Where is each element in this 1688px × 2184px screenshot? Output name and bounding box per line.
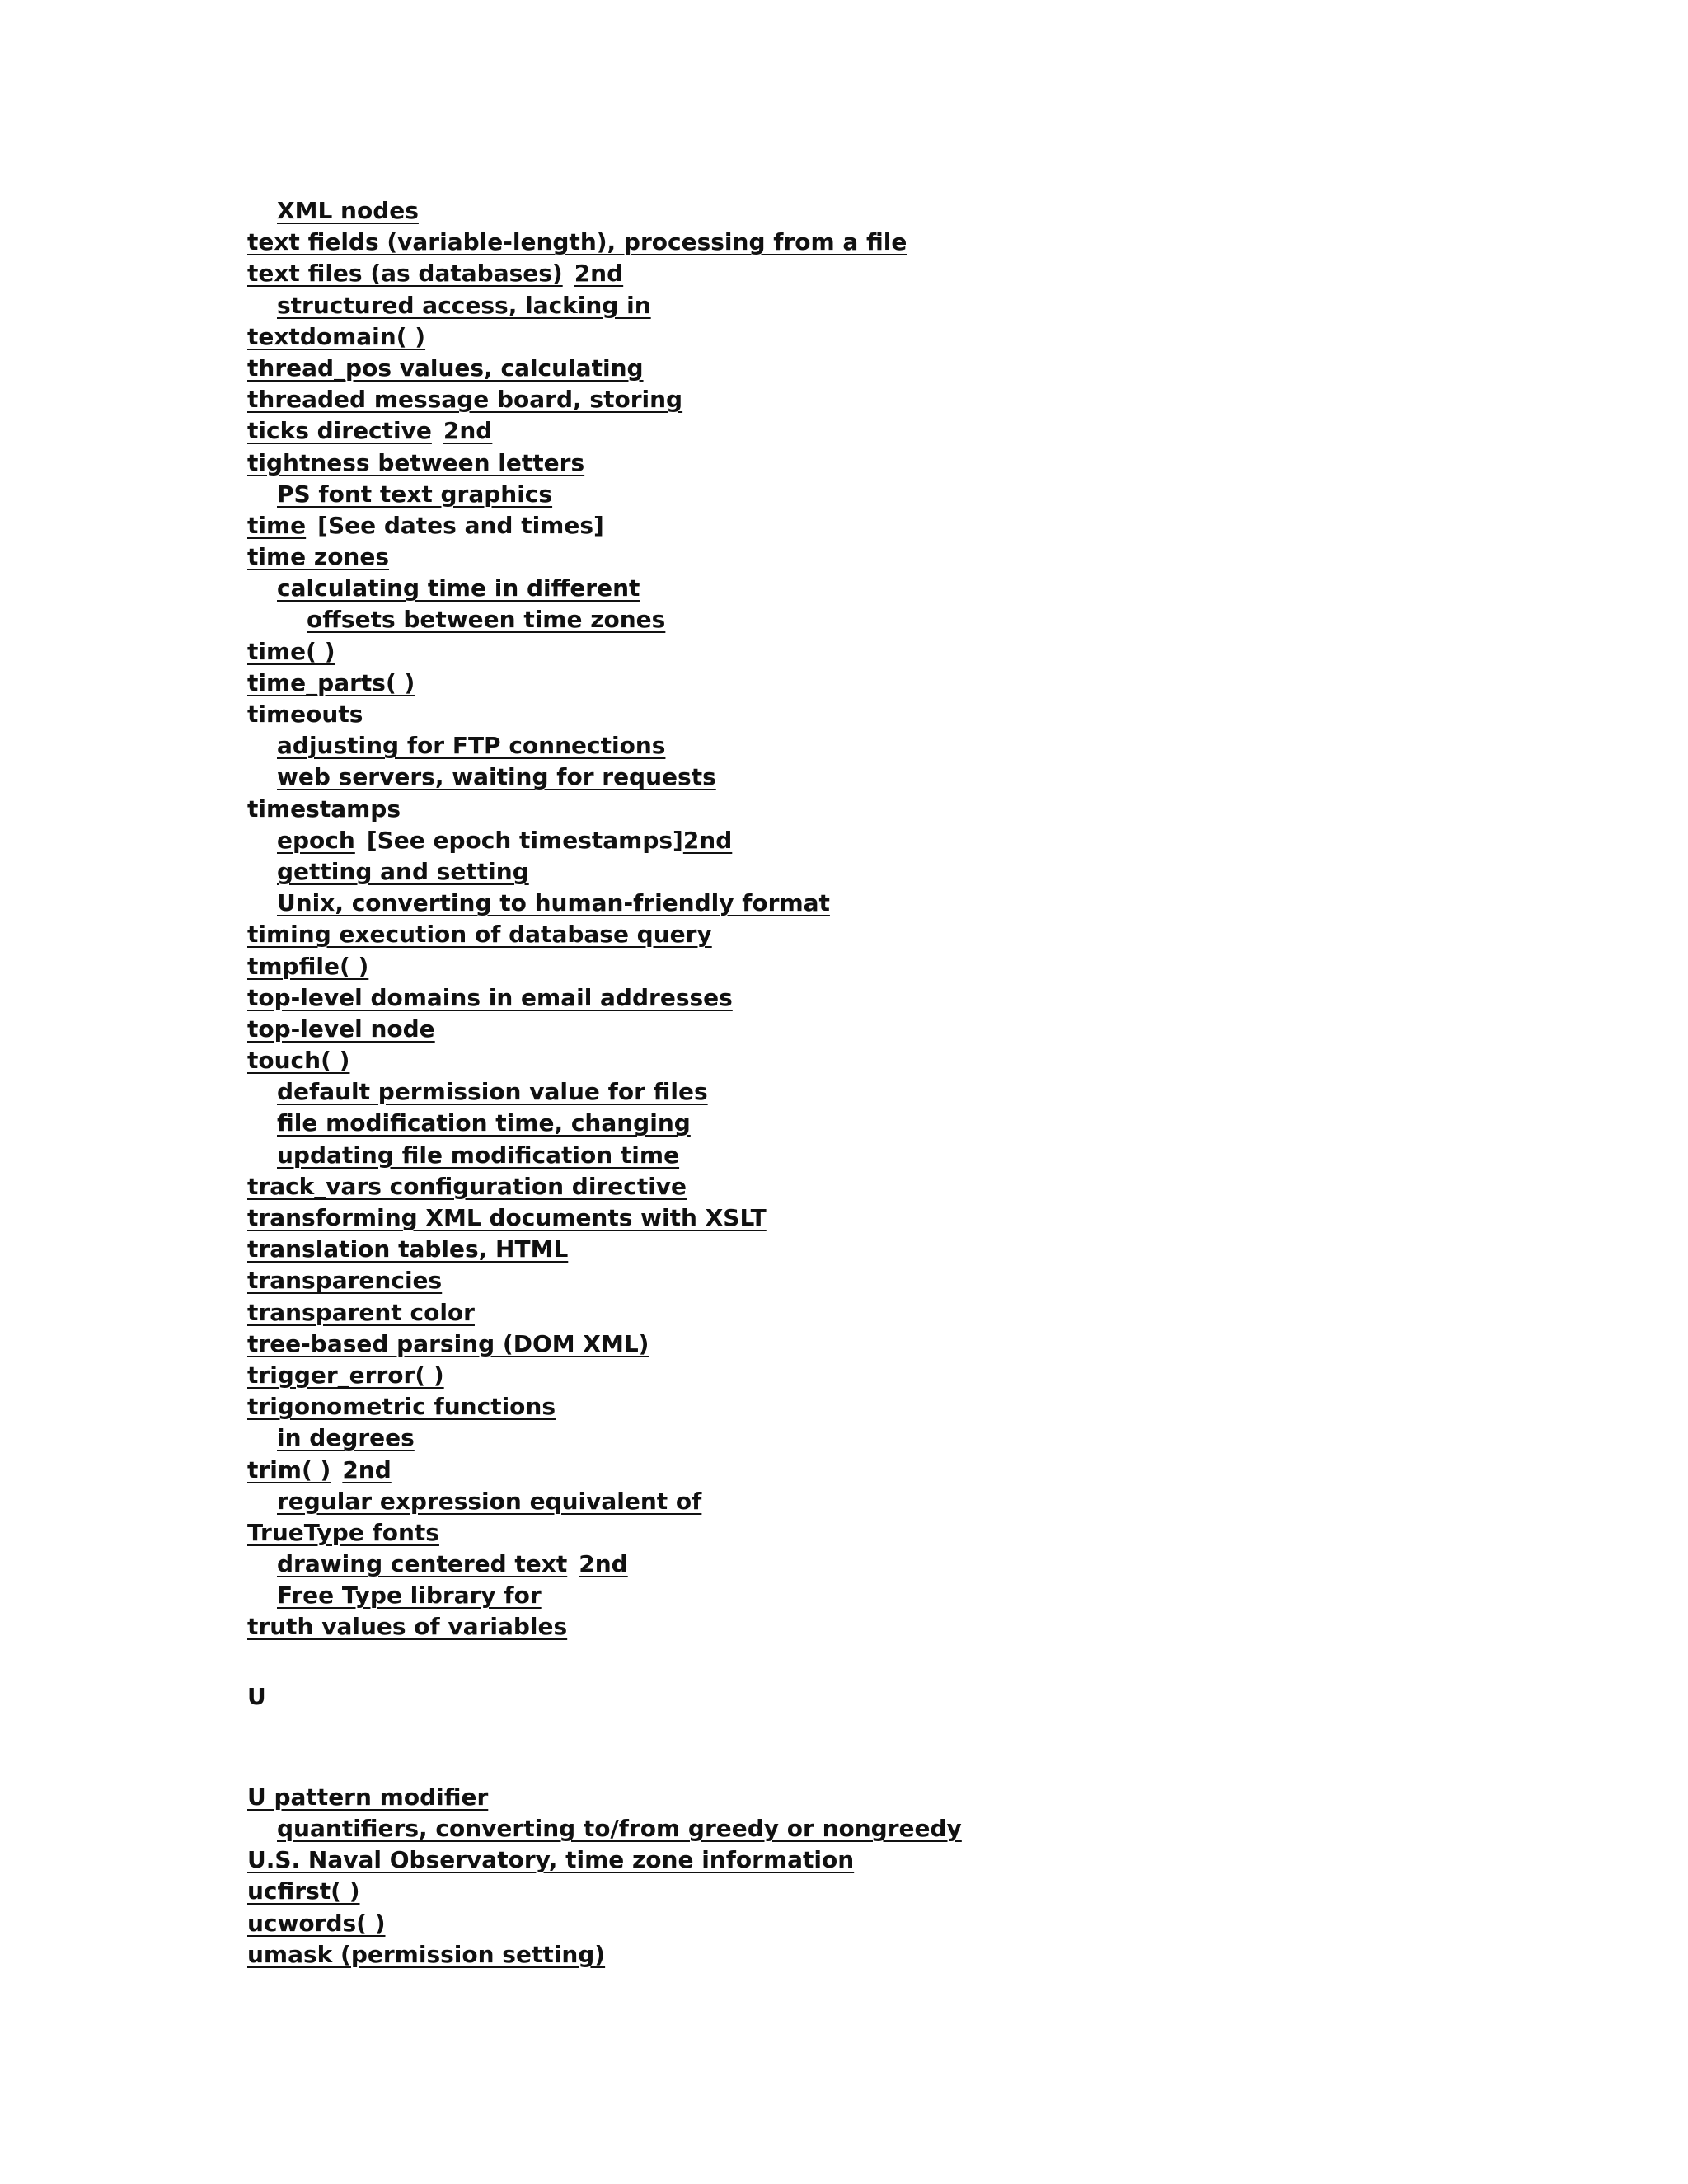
index-link-text-fields-variable-length-processing-f[interactable]: text fields (variable-length), processing from a file <box>247 228 907 256</box>
index-link-time[interactable]: time <box>247 511 307 539</box>
see-reference-note: [See dates and times] <box>317 511 604 539</box>
index-subentry <box>247 888 1648 919</box>
index-subentry <box>247 856 1648 888</box>
index-entry <box>247 321 1648 353</box>
index-subentry <box>247 1140 1648 1171</box>
index-link-u-s-naval-observatory-time-zone-informat[interactable]: U.S. Naval Observatory, time zone information <box>247 1846 855 1874</box>
index-heading-timeouts: timeouts <box>247 701 363 728</box>
index-entry <box>247 794 1648 825</box>
index-link-thread-pos-values-calculating[interactable]: thread_pos values, calculating <box>247 354 644 382</box>
index-link-time[interactable]: time( ) <box>247 637 335 665</box>
index-link-free-type-library-for[interactable]: Free Type library for <box>277 1582 542 1610</box>
index-subentry <box>247 825 1648 856</box>
index-link-ucwords[interactable]: ucwords( ) <box>247 1909 386 1937</box>
index-subentry <box>247 1486 1648 1517</box>
index-entry <box>247 1014 1648 1045</box>
index-entry <box>247 1455 1648 1486</box>
index-entry <box>247 1782 1648 1813</box>
index-subentry <box>247 1549 1648 1580</box>
index-entry <box>247 1045 1648 1076</box>
index-link-default-permission-value-for-files[interactable]: default permission value for files <box>277 1078 708 1106</box>
index-link-regular-expression-equivalent-of[interactable]: regular expression equivalent of <box>277 1487 702 1515</box>
index-link-ucfirst[interactable]: ucfirst( ) <box>247 1877 360 1905</box>
index-link-track-vars-configuration-directive[interactable]: track_vars configuration directive <box>247 1172 687 1200</box>
index-subentry <box>247 1813 1648 1844</box>
index-link-trigonometric-functions[interactable]: trigonometric functions <box>247 1393 556 1421</box>
index-link-trim[interactable]: trim( ) <box>247 1455 331 1483</box>
index-entry <box>247 415 1648 447</box>
index-link-threaded-message-board-storing[interactable]: threaded message board, storing <box>247 386 683 414</box>
index-entry <box>247 668 1648 699</box>
index-entry <box>247 1908 1648 1939</box>
index-entry <box>247 1171 1648 1202</box>
index-entry <box>247 1939 1648 1971</box>
index-entry <box>247 1360 1648 1391</box>
index-subentry <box>247 1076 1648 1108</box>
index-list <box>247 195 1648 1971</box>
index-entry <box>247 258 1648 289</box>
index-entry <box>247 227 1648 258</box>
see-reference-note: [See epoch timestamps] <box>366 826 683 854</box>
index-link-offsets-between-time-zones[interactable]: offsets between time zones <box>307 606 666 634</box>
index-link-tmpfile[interactable]: tmpfile( ) <box>247 952 369 980</box>
index-link-file-modification-time-changing[interactable]: file modification time, changing <box>277 1109 691 1137</box>
index-entry <box>247 919 1648 950</box>
index-subentry <box>247 290 1648 321</box>
index-heading-timestamps: timestamps <box>247 794 401 823</box>
index-link-unix-converting-to-human-friendly-format[interactable]: Unix, converting to human-friendly format <box>277 889 830 917</box>
index-entry <box>247 448 1648 479</box>
index-link-ps-font-text-graphics[interactable]: PS font text graphics <box>277 480 553 508</box>
section-heading-u: U <box>247 1682 266 1710</box>
index-subentry <box>247 762 1648 793</box>
second-reference-link[interactable]: 2nd <box>682 826 733 854</box>
index-entry <box>247 541 1648 573</box>
index-entry <box>247 1234 1648 1265</box>
index-entry <box>247 353 1648 384</box>
index-entry <box>247 1297 1648 1329</box>
index-entry <box>247 1876 1648 1907</box>
index-link-textdomain[interactable]: textdomain( ) <box>247 322 426 350</box>
index-link-in-degrees[interactable]: in degrees <box>277 1424 415 1452</box>
index-link-xml-nodes[interactable]: XML nodes <box>277 197 419 224</box>
index-link-top-level-domains-in-email-addresses[interactable]: top-level domains in email addresses <box>247 983 733 1011</box>
index-link-transparencies[interactable]: transparencies <box>247 1267 443 1295</box>
index-link-structured-access-lacking-in[interactable]: structured access, lacking in <box>277 291 651 319</box>
index-link-translation-tables-html[interactable]: translation tables, HTML <box>247 1235 569 1263</box>
index-link-calculating-time-in-different[interactable]: calculating time in different <box>277 574 640 602</box>
index-entry <box>247 1611 1648 1643</box>
index-link-umask-permission-setting[interactable]: umask (permission setting) <box>247 1940 606 1968</box>
second-reference-link[interactable]: 2nd <box>574 260 624 288</box>
index-entry <box>247 699 1648 730</box>
index-link-text-files-as-databases[interactable]: text files (as databases) <box>247 260 563 288</box>
index-link-trigger-error[interactable]: trigger_error( ) <box>247 1361 444 1389</box>
second-reference-link[interactable]: 2nd <box>443 417 493 445</box>
index-link-transparent-color[interactable]: transparent color <box>247 1298 475 1326</box>
index-link-drawing-centered-text[interactable]: drawing centered text <box>277 1550 568 1578</box>
index-entry <box>247 951 1648 982</box>
index-link-adjusting-for-ftp-connections[interactable]: adjusting for FTP connections <box>277 732 666 760</box>
index-link-u-pattern-modifier[interactable]: U pattern modifier <box>247 1783 489 1811</box>
index-group-u <box>247 1782 1648 1971</box>
index-entry <box>247 1202 1648 1234</box>
index-link-tree-based-parsing-dom-xml[interactable]: tree-based parsing (DOM XML) <box>247 1329 649 1357</box>
index-entry <box>247 636 1648 668</box>
index-subentry <box>247 730 1648 762</box>
index-link-truth-values-of-variables[interactable]: truth values of variables <box>247 1613 568 1641</box>
index-link-web-servers-waiting-for-requests[interactable]: web servers, waiting for requests <box>277 763 716 791</box>
index-link-top-level-node[interactable]: top-level node <box>247 1015 435 1043</box>
index-entry <box>247 1391 1648 1422</box>
index-link-updating-file-modification-time[interactable]: updating file modification time <box>277 1141 680 1169</box>
index-link-time-zones[interactable]: time zones <box>247 543 390 571</box>
second-reference-link[interactable]: 2nd <box>579 1550 628 1578</box>
index-link-getting-and-setting[interactable]: getting and setting <box>277 857 529 885</box>
index-subentry <box>247 1580 1648 1611</box>
index-link-epoch[interactable]: epoch <box>277 826 355 854</box>
index-link-touch[interactable]: touch( ) <box>247 1047 350 1075</box>
index-subentry <box>247 479 1648 510</box>
index-link-ticks-directive[interactable]: ticks directive <box>247 417 432 445</box>
index-link-quantifiers-converting-to-from-greedy-or[interactable]: quantifiers, converting to/from greedy or nongreedy <box>277 1815 962 1842</box>
index-subentry <box>247 604 1648 635</box>
index-subentry <box>247 573 1648 604</box>
index-entry <box>247 384 1648 415</box>
index-entry <box>247 1844 1648 1876</box>
index-link-time-parts[interactable]: time_parts( ) <box>247 668 415 696</box>
index-subentry <box>247 1108 1648 1139</box>
index-entry <box>247 1265 1648 1296</box>
index-link-timing-execution-of-database-query[interactable]: timing execution of database query <box>247 921 712 949</box>
index-entry <box>247 510 1648 541</box>
second-reference-link[interactable]: 2nd <box>342 1455 392 1483</box>
index-entry <box>247 1517 1648 1549</box>
index-entry <box>247 1329 1648 1360</box>
index-entry <box>247 982 1648 1014</box>
index-subentry <box>247 195 1648 227</box>
index-link-tightness-between-letters[interactable]: tightness between letters <box>247 448 585 476</box>
index-link-transforming-xml-documents-with-xslt[interactable]: transforming XML documents with XSLT <box>247 1204 767 1231</box>
index-subentry <box>247 1422 1648 1454</box>
index-link-truetype-fonts[interactable]: TrueType fonts <box>247 1518 439 1546</box>
index-group-t <box>247 195 1648 1643</box>
